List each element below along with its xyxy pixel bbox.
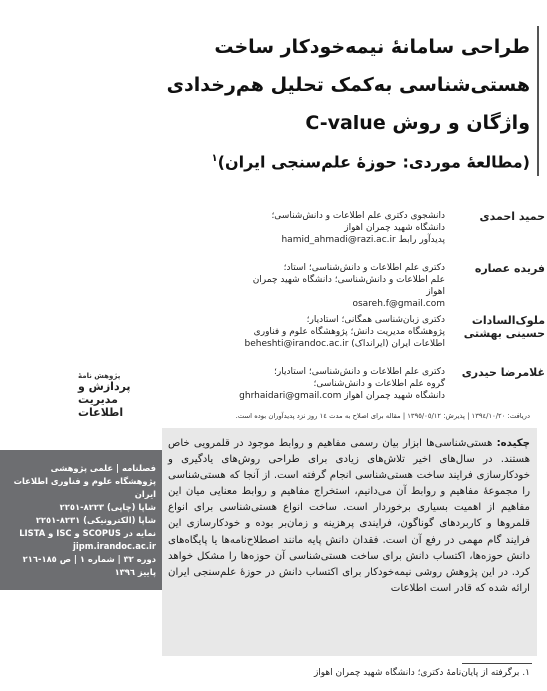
author-name: فریده عصاره: [474, 262, 545, 275]
author-entry: [170, 210, 545, 262]
affiliation-text: دانشگاه شهید چمران اهواز: [344, 391, 445, 401]
journal-type: فصلنامه | علمی پژوهشی: [50, 463, 156, 473]
affiliation-line: گروه علم اطلاعات و دانش‌شناسی؛: [313, 379, 445, 389]
affiliation-line: [170, 234, 445, 246]
title-rule: [537, 26, 539, 176]
title-line-3: واژگان و روش C-value: [305, 112, 530, 134]
affiliation-line: پژوهشگاه مدیریت دانش؛ پژوهشگاه علوم و فناوری: [253, 327, 445, 337]
footnote-mark: ١: [211, 153, 218, 164]
journal-volume: دوره ٣٢ | شماره ١ | ص ١٨٥-٢١٦: [22, 554, 156, 564]
footnote-rule: [462, 663, 532, 664]
article-subtitle: [170, 144, 530, 177]
author-entry: [170, 262, 545, 314]
author-affiliation: [170, 262, 445, 310]
abstract: [168, 436, 530, 597]
author-email[interactable]: beheshti@irandoc.ac.ir: [244, 339, 349, 349]
affiliation-line: علم اطلاعات و دانش‌شناسی؛ دانشگاه شهید چمران: [252, 275, 445, 285]
author-entry: [170, 314, 545, 366]
author-affiliation: [170, 314, 445, 350]
abstract-text: هستی‌شناسی‌ها ابزار بیان رسمی مفاهیم و روابط موجود در قلمرویی خاص هستند. در سال‌های اخیر تلاش‌های زیادی برای طراحی روش‌های یادگیری و خودکارسازی فرایند ساخت هستی‌شناسی انجام گرفته است. از آنجا که هستی‌شناسی را مجموعۀ مفاهیم و روابط آن می‌دانیم، استخراج مفاهیم و روابط معنایی میان این مفاهیم از اهمیت بسیاری برخوردار است. ساخت انواع هستی‌شناسی برای انواع قلمروها و کاربردهای گوناگون، فرایندی پرهزینه و زمان‌بر بوده و خودکارسازی این فرایند گام مهمی در رفع آن است. فقدان دانش پایه مانند اصطلاح‌نامه‌ها یا پایگاه‌های دانش حوزه‌ها، اکتساب دانش برای ساخت هستی‌شناسی آن حوزه‌ها را مشکل خواهد کرد. در این پژوهش روشی نیمه‌خودکار برای اکتساب دانش در حوزۀ علم‌سنجی ایران ارائه شده که قادر است اطلاعات: [168, 438, 530, 594]
author-email[interactable]: osareh.f@gmail.com: [352, 299, 445, 309]
abstract-label: چکیده:: [496, 438, 530, 449]
journal-season: پاییز ١٣٩٦: [114, 567, 156, 577]
journal-url[interactable]: jipm.irandoc.ac.ir: [73, 541, 156, 551]
author-email[interactable]: ghrhaidari@gmail.com: [239, 391, 342, 401]
journal-issn-online: شاپا (الکترونیکی) ٨٢٣١-٢٢٥١: [35, 515, 156, 525]
affiliation-text: اطلاعات ایران (ایرانداک): [351, 339, 445, 349]
affiliation-line: دکتری علم اطلاعات و دانش‌شناسی؛ استادیار؛: [274, 367, 445, 377]
affiliation-line: دانشجوی دکتری علم اطلاعات و دانش‌شناسی؛: [271, 211, 445, 221]
logo-line-4: اطلاعات: [78, 406, 124, 419]
title-line-1: طراحی سامانۀ نیمه‌خودکار ساخت: [214, 36, 530, 58]
affiliation-line: [170, 390, 445, 402]
logo-line-1: پژوهش نامۀ: [78, 372, 121, 380]
journal-issn-print: شاپا (چاپی) ٨٢٢٣-٢٢٥١: [59, 502, 156, 512]
footnote: ١. برگرفته از پایان‌نامۀ دکتری؛ دانشگاه شهید چمران اهواز: [313, 668, 530, 678]
author-email[interactable]: hamid_ahmadi@razi.ac.ir: [281, 235, 396, 245]
submission-dates: دریافت: ١٣٩٤/١٠/٢٠ | پذیرش: ١٣٩٥/٠٥/١٢ | مقاله برای اصلاح به مدت ١٤ روز نزد پدیدآوران بوده است.: [235, 412, 530, 420]
author-name: غلامرضا حیدری: [461, 366, 545, 379]
author-affiliation: [170, 210, 445, 246]
title-line-2: هستی‌شناسی به‌کمک تحلیل هم‌رخدادی: [166, 74, 530, 96]
logo-line-2: پردازش و: [78, 380, 131, 393]
author-name: ملوک‌السادات حسینی بهشتی: [463, 314, 545, 340]
affiliation-line: [170, 338, 445, 350]
affiliation-line: دکتری علم اطلاعات و دانش‌شناسی؛ استاد؛: [283, 263, 445, 273]
affiliation-line: اهواز: [426, 287, 445, 297]
author-name: حمید احمدی: [479, 210, 545, 223]
journal-info: [6, 462, 156, 579]
contact-label: پدیدآور رابط: [398, 235, 445, 245]
affiliation-line: دانشگاه شهید چمران اهواز: [344, 223, 445, 233]
author-entry: [170, 366, 545, 418]
article-title: [166, 28, 530, 177]
subtitle-text: (مطالعۀ موردی: حوزۀ علم‌سنجی ایران): [217, 152, 530, 172]
author-list: [170, 210, 545, 418]
journal-logo: [8, 368, 131, 420]
author-affiliation: [170, 366, 445, 402]
logo-line-3: مدیریت: [78, 393, 118, 406]
journal-indexing: نمایه در SCOPUS و ISC و LISTA: [19, 528, 156, 538]
journal-publisher: پژوهشگاه علوم و فناوری اطلاعات ایران: [13, 476, 156, 499]
affiliation-line: دکتری زبان‌شناسی همگانی؛ استادیار؛: [306, 315, 445, 325]
